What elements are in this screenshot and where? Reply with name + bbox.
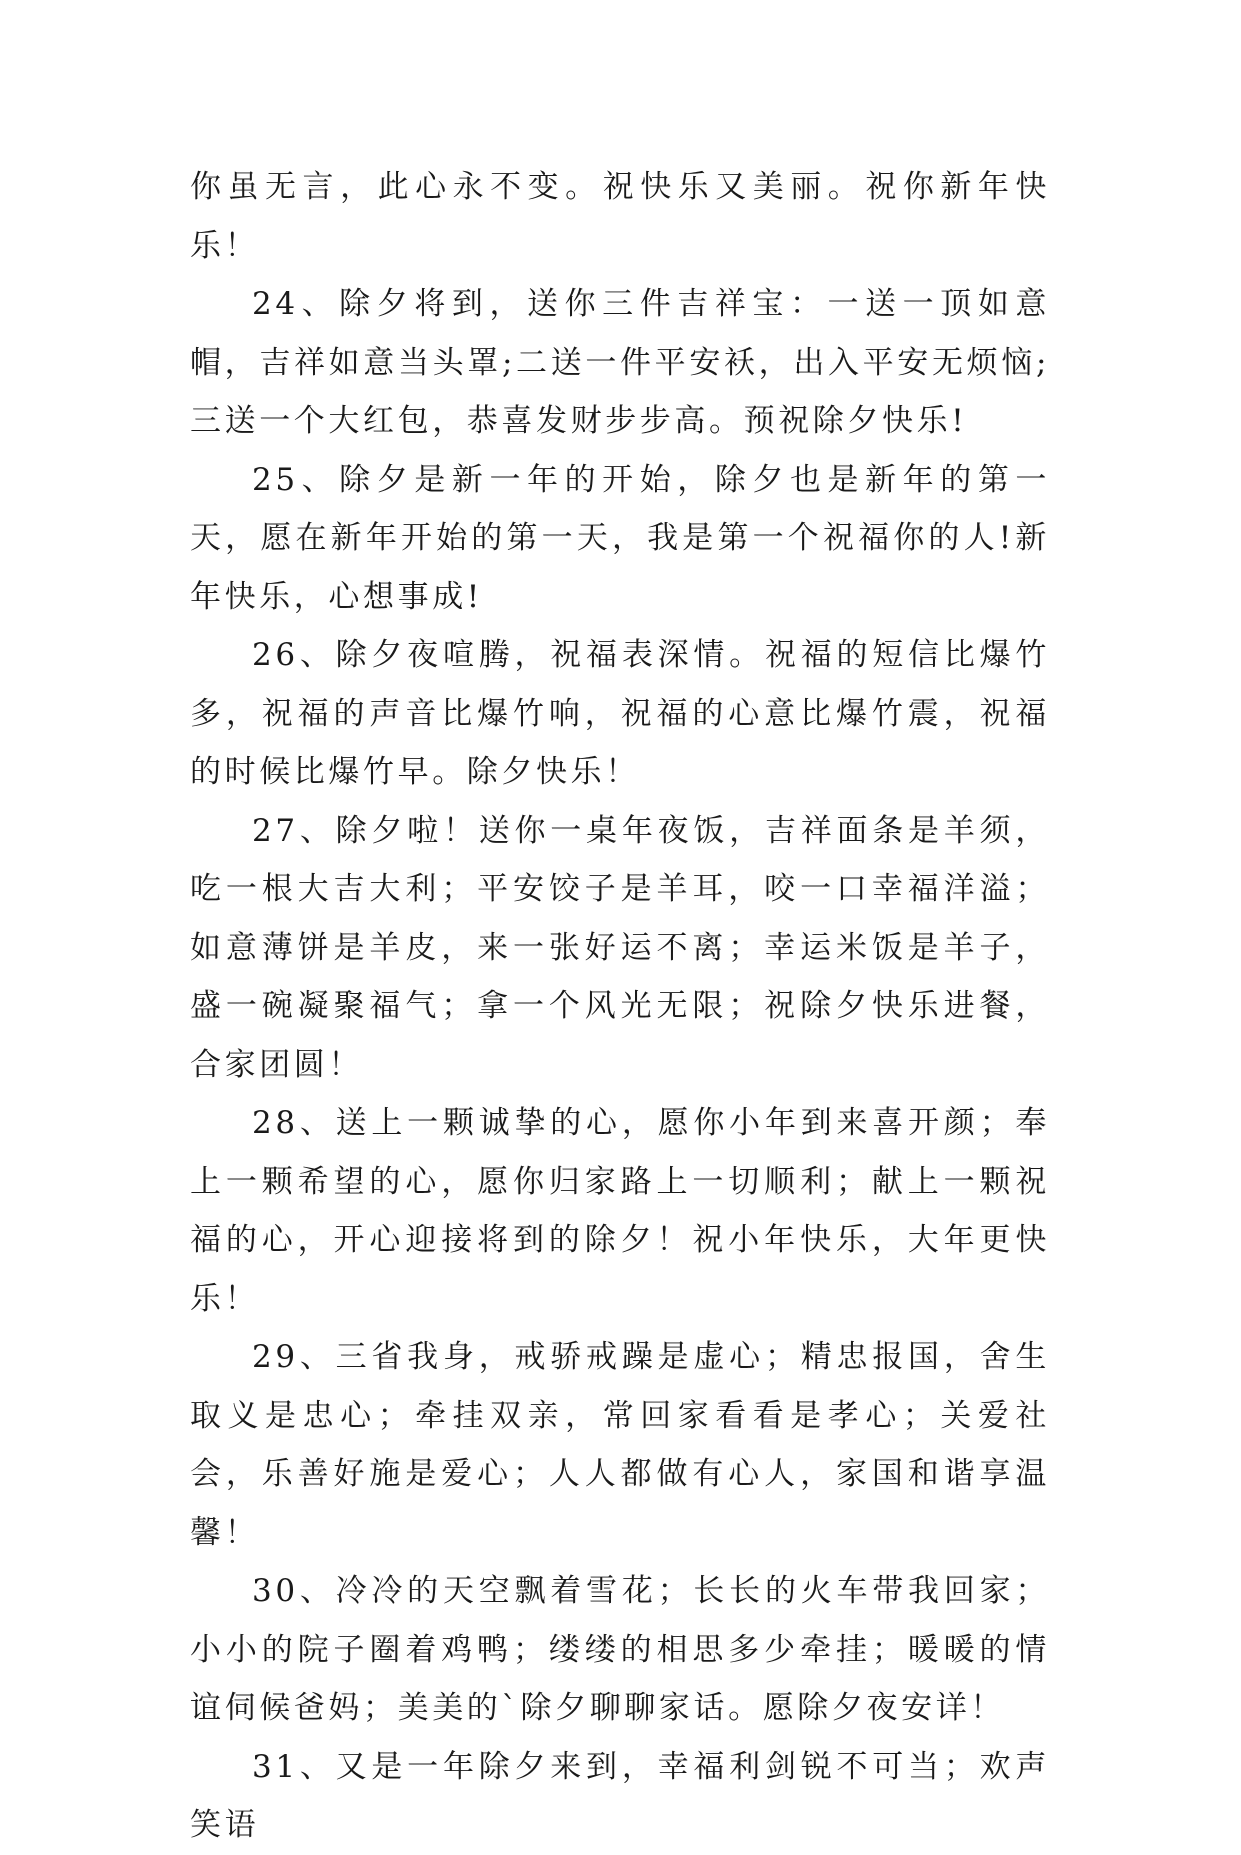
paragraph: 26、除夕夜喧腾，祝福表深情。祝福的短信比爆竹多，祝福的声音比爆竹响，祝福的心意比爆竹震，祝福的时候比爆竹早。除夕快乐！ [190,637,1050,790]
paragraph: 29、三省我身，戒骄戒躁是虚心；精忠报国，舍生取义是忠心；牵挂双亲，常回家看看是孝心；关爱社会，乐善好施是爱心；人人都做有心人，家国和谐享温馨！ [190,1339,1050,1551]
paragraph: 30、冷冷的天空飘着雪花；长长的火车带我回家；小小的院子圈着鸡鸭；缕缕的相思多少牵挂；暖暖的情谊伺候爸妈；美美的`除夕聊聊家话。愿除夕夜安详！ [190,1573,1050,1726]
paragraph: 31、又是一年除夕来到，幸福利剑锐不可当；欢声笑语 [190,1748,1050,1843]
paragraph: 24、除夕将到，送你三件吉祥宝：一送一顶如意帽，吉祥如意当头罩;二送一件平安袄，出入平安无烦恼;三送一个大红包，恭喜发财步步高。预祝除夕快乐! [190,286,1050,439]
paragraph: 28、送上一颗诚挚的心，愿你小年到来喜开颜；奉上一颗希望的心，愿你归家路上一切顺利；献上一颗祝福的心，开心迎接将到的除夕！祝小年快乐，大年更快乐！ [190,1105,1050,1317]
paragraph: 你虽无言，此心永不变。祝快乐又美丽。祝你新年快乐！ [190,169,1050,264]
paragraph: 27、除夕啦！送你一桌年夜饭，吉祥面条是羊须，吃一根大吉大利；平安饺子是羊耳，咬一口幸福洋溢；如意薄饼是羊皮，来一张好运不离；幸运米饭是羊子，盛一碗凝聚福气；拿一个风光无限；祝除夕快乐进餐，合家团圆！ [190,812,1050,1083]
paragraph: 25、除夕是新一年的开始，除夕也是新年的第一天，愿在新年开始的第一天，我是第一个祝福你的人!新年快乐，心想事成! [190,461,1050,615]
document-body [190,158,1050,1855]
